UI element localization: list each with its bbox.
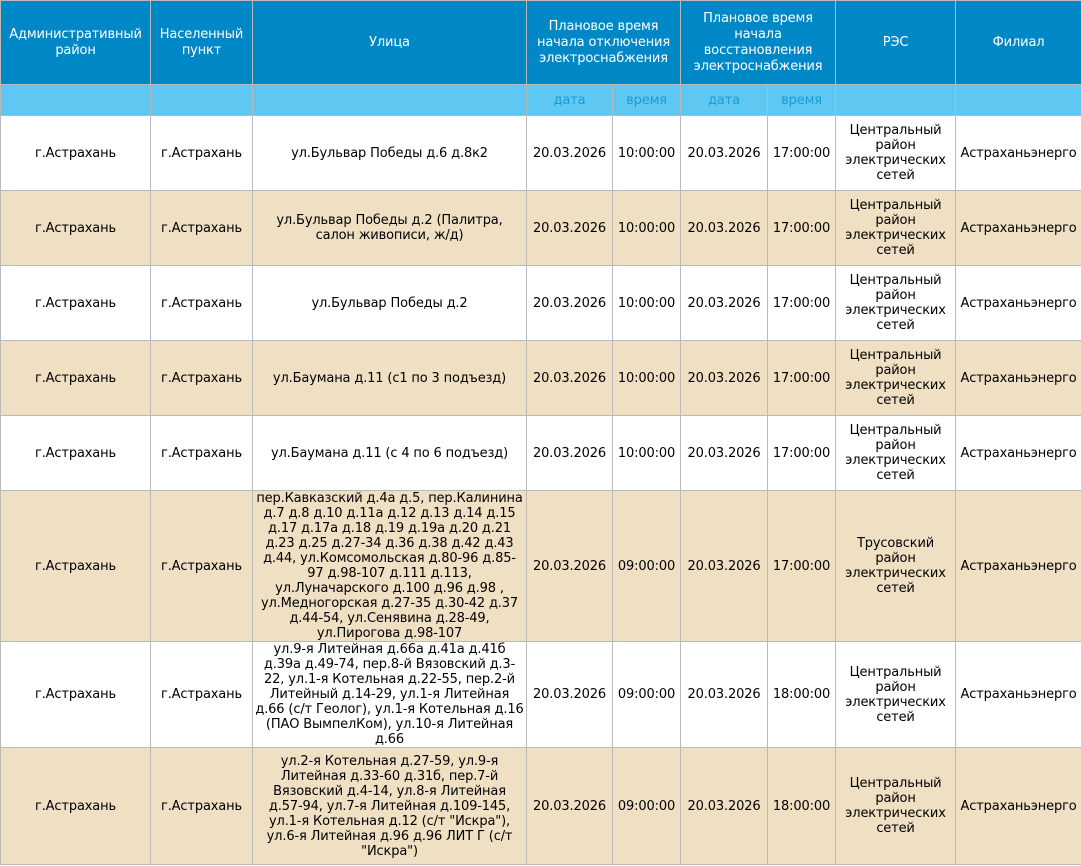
cell-off-time: 10:00:00 <box>613 116 681 191</box>
cell-off-time: 10:00:00 <box>613 341 681 416</box>
cell-branch: Астраханьэнерго <box>956 341 1081 416</box>
cell-off-date: 20.03.2026 <box>527 116 613 191</box>
cell-locality: г.Астрахань <box>151 191 253 266</box>
table-row <box>1 266 1081 341</box>
cell-res: Центральный район электрических сетей <box>836 116 956 191</box>
cell-locality: г.Астрахань <box>151 341 253 416</box>
subheader-empty <box>956 85 1081 116</box>
cell-off-date: 20.03.2026 <box>527 266 613 341</box>
cell-off-time: 10:00:00 <box>613 266 681 341</box>
cell-district: г.Астрахань <box>1 341 151 416</box>
subheader-off-date: дата <box>527 85 613 116</box>
cell-district: г.Астрахань <box>1 642 151 748</box>
subheader-restore-date: дата <box>681 85 768 116</box>
cell-district: г.Астрахань <box>1 116 151 191</box>
subheader-empty <box>836 85 956 116</box>
cell-street: ул.2-я Котельная д.27-59, ул.9-я Литейная д.33-60 д.31б, пер.7-й Вязовский д.4-14, ул.8-я Литейная д.57-94, ул.7-я Литейная д.109-145, ул.1-я Котельная д.12 (с/т "Искра"), ул.6-я Литейная д.96 д.96 ЛИТ Г (с/т "Искра") <box>253 748 527 865</box>
subheader-empty <box>1 85 151 116</box>
cell-off-time: 09:00:00 <box>613 748 681 865</box>
cell-street: ул.Бульвар Победы д.6 д.8к2 <box>253 116 527 191</box>
header-res: РЭС <box>836 1 956 85</box>
cell-restore-time: 17:00:00 <box>768 491 836 642</box>
table-row <box>1 341 1081 416</box>
cell-branch: Астраханьэнерго <box>956 416 1081 491</box>
cell-locality: г.Астрахань <box>151 266 253 341</box>
cell-off-time: 09:00:00 <box>613 642 681 748</box>
cell-restore-date: 20.03.2026 <box>681 416 768 491</box>
cell-res: Центральный район электрических сетей <box>836 416 956 491</box>
table-header <box>1 1 1081 116</box>
header-district: Административный район <box>1 1 151 85</box>
table-row <box>1 116 1081 191</box>
cell-restore-date: 20.03.2026 <box>681 642 768 748</box>
cell-off-time: 10:00:00 <box>613 191 681 266</box>
cell-locality: г.Астрахань <box>151 416 253 491</box>
table-row <box>1 416 1081 491</box>
cell-restore-time: 17:00:00 <box>768 266 836 341</box>
table-row <box>1 642 1081 748</box>
cell-district: г.Астрахань <box>1 416 151 491</box>
cell-branch: Астраханьэнерго <box>956 491 1081 642</box>
cell-off-time: 10:00:00 <box>613 416 681 491</box>
subheader-empty <box>253 85 527 116</box>
cell-res: Центральный район электрических сетей <box>836 748 956 865</box>
cell-street: ул.Бульвар Победы д.2 <box>253 266 527 341</box>
cell-restore-date: 20.03.2026 <box>681 191 768 266</box>
cell-restore-date: 20.03.2026 <box>681 748 768 865</box>
cell-res: Центральный район электрических сетей <box>836 341 956 416</box>
cell-street: пер.Кавказский д.4а д.5, пер.Калинина д.7 д.8 д.10 д.11а д.12 д.13 д.14 д.15 д.17 д.17а д.18 д.19 д.19а д.20 д.21 д.23 д.25 д.27-34 д.36 д.38 д.42 д.43 д.44, ул.Комсомольская д.80-96 д.85-97 д.98-107 д.111 д.113, ул.Луначарского д.100 д.96 д.98 , ул.Медногорская д.27-35 д.30-42 д.37 д.44-54, ул.Сенявина д.28-49, ул.Пирогова д.98-107 <box>253 491 527 642</box>
cell-street: ул.9-я Литейная д.66а д.41а д.41б д.39а д.49-74, пер.8-й Вязовский д.3-22, ул.1-я Котельная д.22-55, пер.2-й Литейный д.14-29, ул.1-я Литейная д.66 (с/т Геолог), ул.1-я Котельная д.16 (ПАО ВымпелКом), ул.10-я Литейная д.66 <box>253 642 527 748</box>
header-restore-time: Плановое время начала восстановления электроснабжения <box>681 1 836 85</box>
cell-locality: г.Астрахань <box>151 116 253 191</box>
subheader-empty <box>151 85 253 116</box>
cell-restore-date: 20.03.2026 <box>681 116 768 191</box>
cell-branch: Астраханьэнерго <box>956 116 1081 191</box>
cell-district: г.Астрахань <box>1 491 151 642</box>
cell-off-date: 20.03.2026 <box>527 491 613 642</box>
cell-restore-time: 18:00:00 <box>768 748 836 865</box>
table-row <box>1 491 1081 642</box>
cell-street: ул.Баумана д.11 (с1 по 3 подъезд) <box>253 341 527 416</box>
cell-district: г.Астрахань <box>1 748 151 865</box>
cell-restore-time: 17:00:00 <box>768 416 836 491</box>
cell-res: Трусовский район электрических сетей <box>836 491 956 642</box>
subheader-restore-time: время <box>768 85 836 116</box>
cell-restore-date: 20.03.2026 <box>681 266 768 341</box>
cell-locality: г.Астрахань <box>151 642 253 748</box>
table-body <box>1 116 1081 865</box>
cell-res: Центральный район электрических сетей <box>836 642 956 748</box>
cell-district: г.Астрахань <box>1 191 151 266</box>
cell-off-date: 20.03.2026 <box>527 416 613 491</box>
cell-restore-time: 18:00:00 <box>768 642 836 748</box>
cell-res: Центральный район электрических сетей <box>836 191 956 266</box>
cell-restore-date: 20.03.2026 <box>681 491 768 642</box>
header-locality: Населенный пункт <box>151 1 253 85</box>
cell-res: Центральный район электрических сетей <box>836 266 956 341</box>
cell-branch: Астраханьэнерго <box>956 748 1081 865</box>
header-row <box>1 1 1081 85</box>
header-street: Улица <box>253 1 527 85</box>
cell-branch: Астраханьэнерго <box>956 642 1081 748</box>
cell-off-date: 20.03.2026 <box>527 341 613 416</box>
cell-restore-time: 17:00:00 <box>768 341 836 416</box>
cell-off-date: 20.03.2026 <box>527 748 613 865</box>
cell-branch: Астраханьэнерго <box>956 266 1081 341</box>
header-branch: Филиал <box>956 1 1081 85</box>
cell-locality: г.Астрахань <box>151 748 253 865</box>
cell-street: ул.Бульвар Победы д.2 (Палитра, салон живописи, ж/д) <box>253 191 527 266</box>
table-row <box>1 748 1081 865</box>
subheader-off-time: время <box>613 85 681 116</box>
table-row <box>1 191 1081 266</box>
cell-district: г.Астрахань <box>1 266 151 341</box>
cell-restore-date: 20.03.2026 <box>681 341 768 416</box>
cell-off-time: 09:00:00 <box>613 491 681 642</box>
cell-restore-time: 17:00:00 <box>768 116 836 191</box>
cell-street: ул.Баумана д.11 (с 4 по 6 подъезд) <box>253 416 527 491</box>
cell-locality: г.Астрахань <box>151 491 253 642</box>
cell-off-date: 20.03.2026 <box>527 191 613 266</box>
cell-off-date: 20.03.2026 <box>527 642 613 748</box>
subheader-row <box>1 85 1081 116</box>
cell-branch: Астраханьэнерго <box>956 191 1081 266</box>
header-off-time: Плановое время начала отключения электроснабжения <box>527 1 681 85</box>
cell-restore-time: 17:00:00 <box>768 191 836 266</box>
